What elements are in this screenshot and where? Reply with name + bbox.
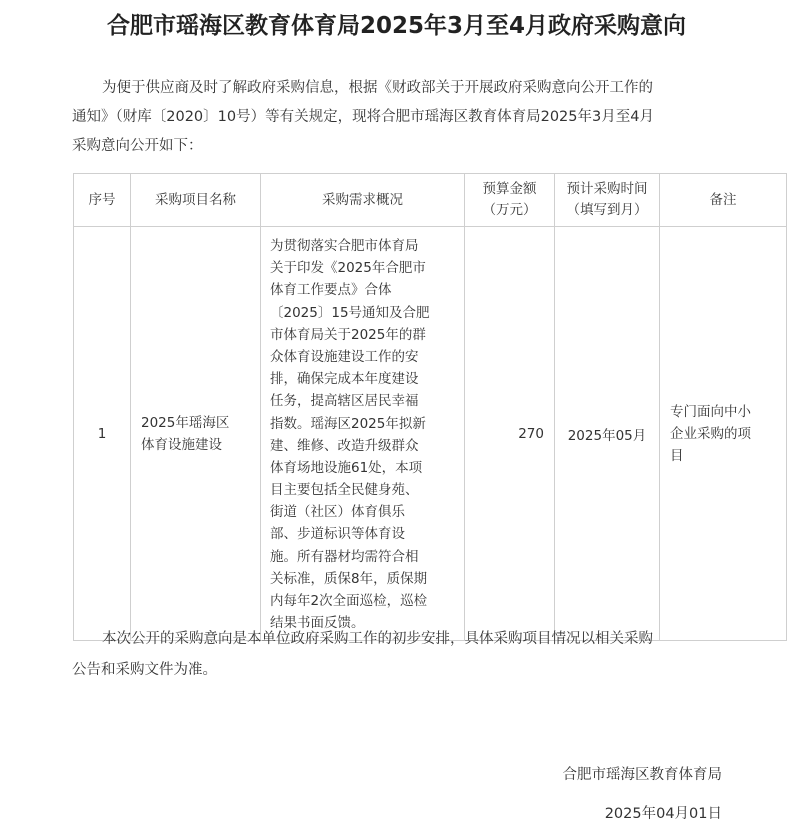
closing-line: 本次公开的采购意向是本单位政府采购工作的初步安排，具体采购项目情况以相关采购 xyxy=(102,631,653,647)
summary-line: 关于印发《2025年合肥市 xyxy=(270,260,426,277)
summary-line: 众体育设施建设工作的安 xyxy=(270,348,419,365)
summary-line: 为贯彻落实合肥市体育局 xyxy=(270,238,419,254)
summary-line: 〔2025〕15号通知及合肥 xyxy=(270,304,430,321)
intro-paragraph xyxy=(72,74,732,161)
header-requirement-summary: 采购需求概况 xyxy=(261,174,465,227)
cell-remarks xyxy=(660,227,787,641)
remarks-line: 企业采购的项 xyxy=(670,425,751,442)
summary-line: 结果书面反馈。 xyxy=(270,615,365,632)
summary-line: 体育场地设施61处，本项 xyxy=(270,459,423,476)
intro-line: 采购意向公开如下： xyxy=(72,138,203,154)
table-header-row xyxy=(74,174,787,227)
header-budget xyxy=(465,174,555,227)
summary-line: 街道（社区）体育俱乐 xyxy=(270,504,405,521)
summary-line: 部、步道标识等体育设 xyxy=(270,526,405,543)
header-budget-unit: （万元） xyxy=(482,202,537,218)
header-seq: 序号 xyxy=(74,174,131,227)
cell-requirement-summary xyxy=(261,227,465,641)
remarks-line: 专门面向中小 xyxy=(670,403,751,420)
cell-seq: 1 xyxy=(74,227,131,641)
table-row xyxy=(74,227,787,641)
closing-line: 公告和采购文件为准。 xyxy=(72,662,217,678)
procurement-table xyxy=(73,173,787,641)
summary-line: 任务，提高辖区居民幸福 xyxy=(270,393,419,410)
header-expected-date xyxy=(555,174,660,227)
summary-line: 关标准，质保8年，质保期 xyxy=(270,570,428,587)
intro-line: 通知》（财库〔2020〕10号）等有关规定，现将合肥市瑶海区教育体育局2025年3月至4月 xyxy=(72,109,654,125)
header-date-note: （填写到月） xyxy=(566,202,648,218)
summary-line: 指数。瑶海区2025年拟新 xyxy=(270,415,426,432)
summary-line: 市体育局关于2025年的群 xyxy=(270,326,426,343)
header-remarks: 备注 xyxy=(660,174,787,227)
summary-line: 施。所有器材均需符合相 xyxy=(270,548,419,565)
page-title: 合肥市瑶海区教育体育局2025年3月至4月政府采购意向 xyxy=(106,13,687,39)
summary-line: 排，确保完成本年度建设 xyxy=(270,371,419,388)
project-name-line: 2025年瑶海区 xyxy=(141,414,230,431)
summary-line: 建、维修、改造升级群众 xyxy=(270,437,419,454)
signature-organization: 合肥市瑶海区教育体育局 xyxy=(562,767,722,783)
project-name-line: 体育设施建设 xyxy=(141,436,222,453)
remarks-line: 目 xyxy=(670,447,684,464)
summary-line: 目主要包括全民健身苑、 xyxy=(270,482,419,499)
summary-line: 体育工作要点》合体 xyxy=(270,282,392,299)
header-budget-line: 预算金额 xyxy=(482,181,537,197)
header-date-line: 预计采购时间 xyxy=(566,181,648,197)
intro-line: 为便于供应商及时了解政府采购信息，根据《财政部关于开展政府采购意向公开工作的 xyxy=(102,80,653,96)
summary-line: 内每年2次全面巡检，巡检 xyxy=(270,593,428,609)
header-project-name: 采购项目名称 xyxy=(131,174,261,227)
cell-expected-date: 2025年05月 xyxy=(555,227,660,641)
cell-budget: 270 xyxy=(465,227,555,641)
closing-paragraph xyxy=(72,624,732,686)
signature-date: 2025年04月01日 xyxy=(604,806,722,822)
cell-project-name xyxy=(131,227,261,641)
